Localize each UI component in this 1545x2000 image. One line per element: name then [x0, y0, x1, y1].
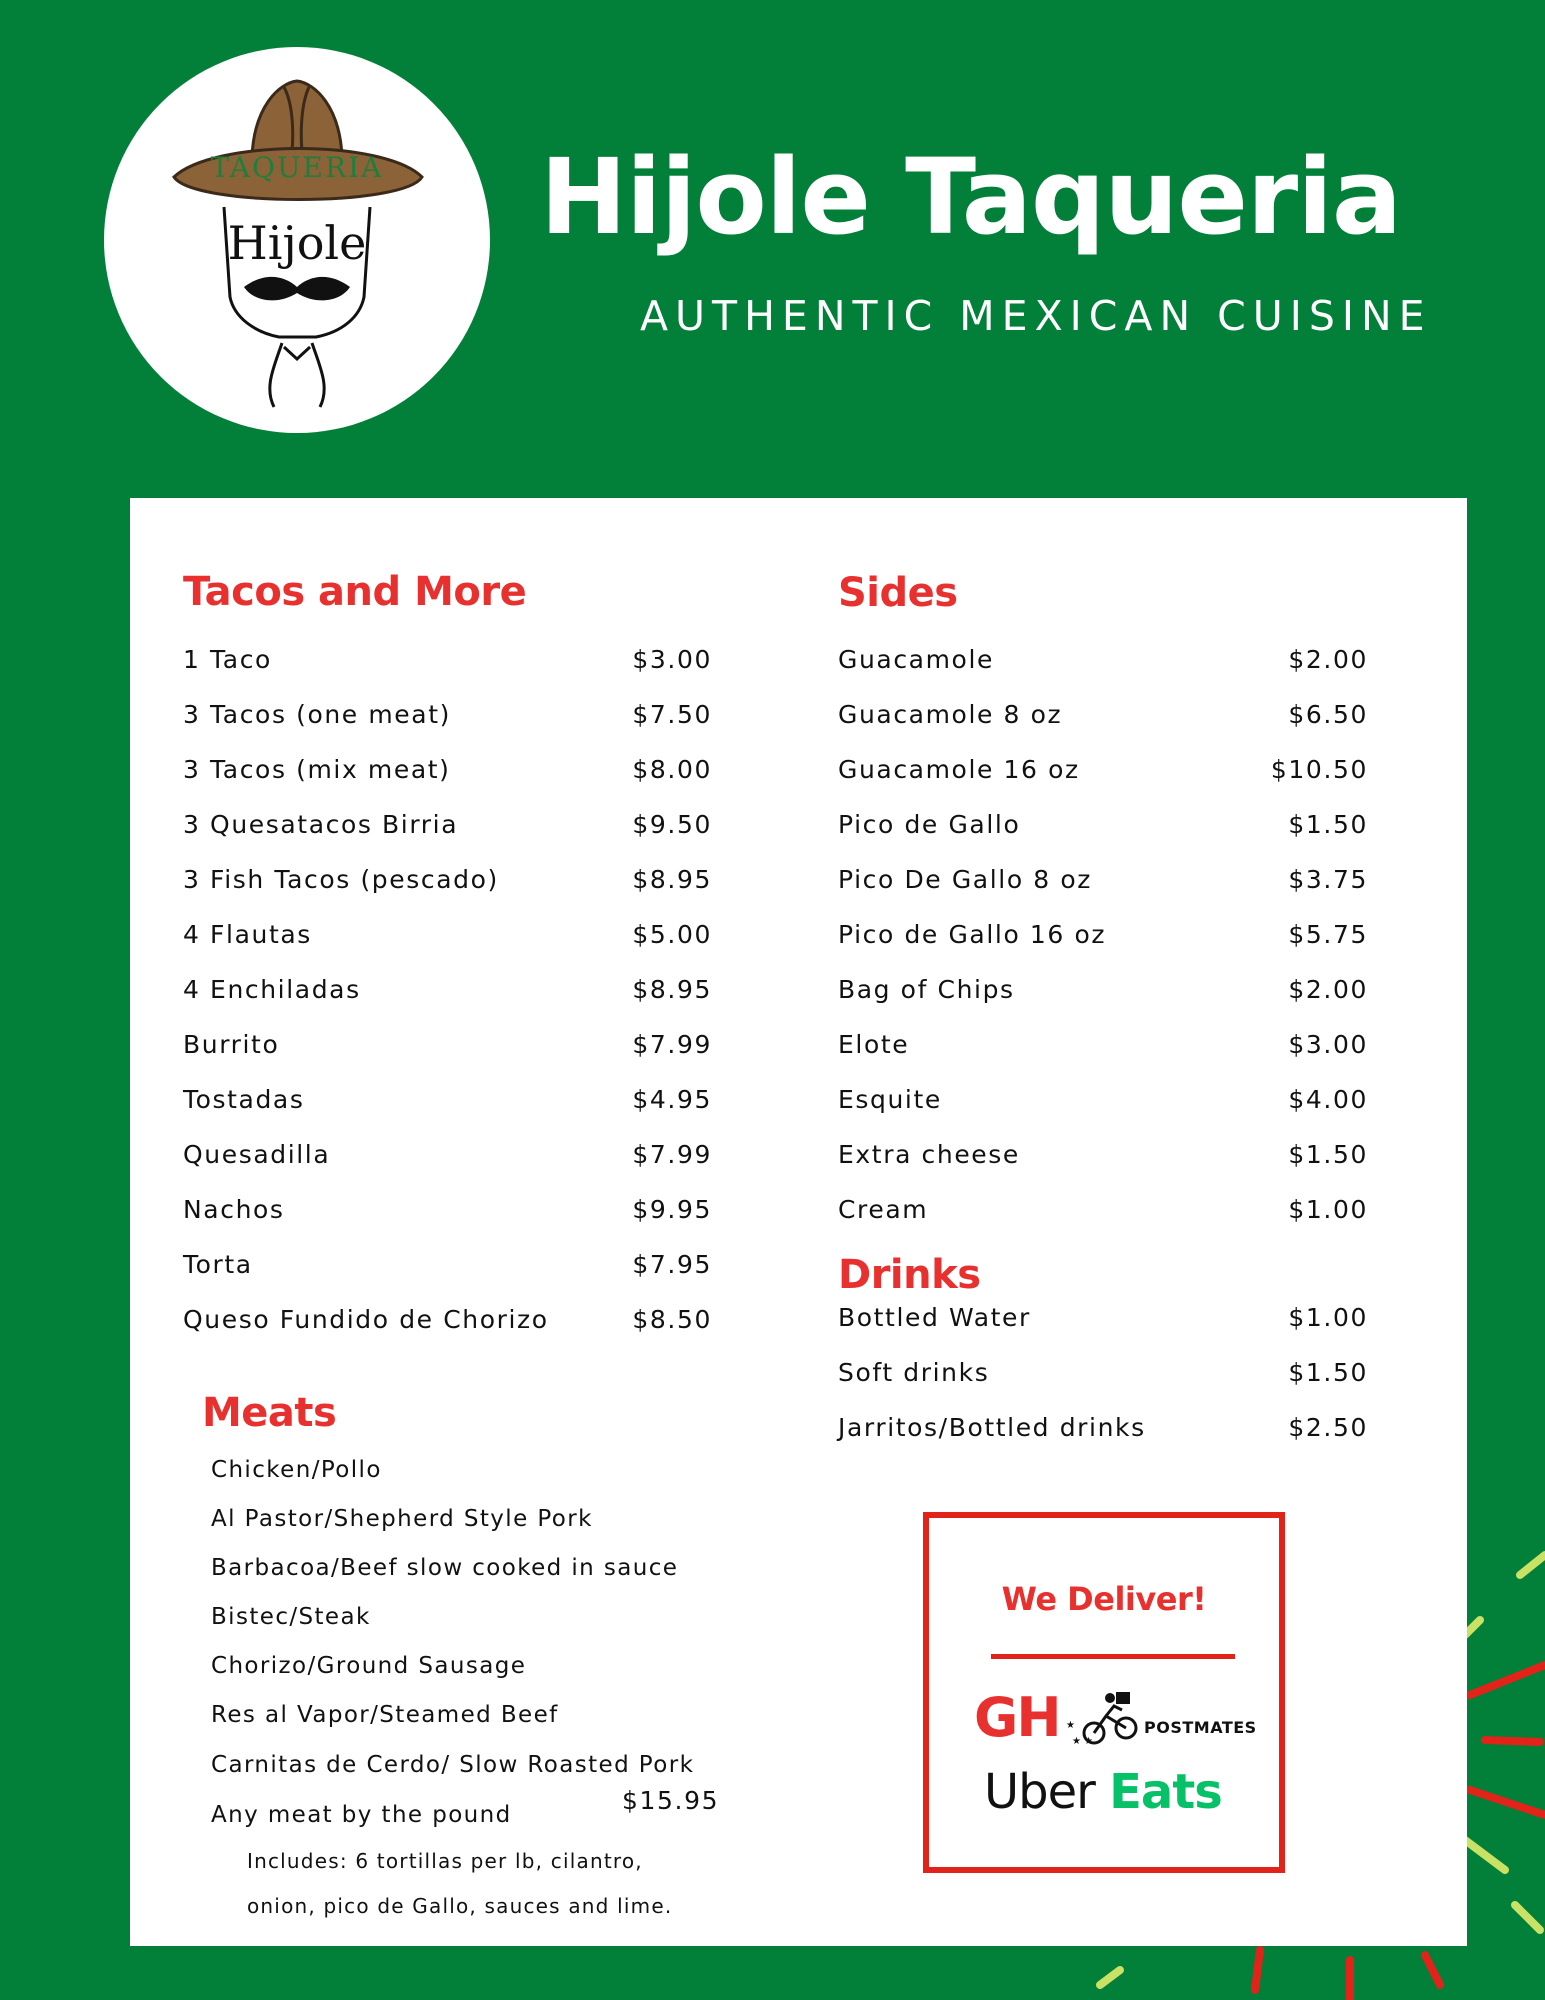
side-item-name: Pico de Gallo 16 oz — [838, 920, 1107, 949]
drinks-heading: Drinks — [838, 1252, 981, 1298]
side-item-name: Elote — [838, 1030, 910, 1059]
taco-item-row — [183, 860, 712, 900]
drink-item-price: $1.00 — [1288, 1303, 1368, 1332]
taco-item-name: Quesadilla — [183, 1140, 331, 1169]
restaurant-subtitle: AUTHENTIC MEXICAN CUISINE — [640, 292, 1432, 340]
taco-item-name: Queso Fundido de Chorizo — [183, 1305, 549, 1334]
meat-item: Res al Vapor/Steamed Beef — [211, 1702, 559, 1728]
meats-heading: Meats — [202, 1390, 337, 1436]
taco-item-row — [183, 1190, 712, 1230]
side-item-price: $4.00 — [1288, 1085, 1368, 1114]
taco-item-name: 1 Taco — [183, 645, 272, 674]
side-item-name: Esquite — [838, 1085, 942, 1114]
sides-heading: Sides — [838, 570, 958, 616]
meat-item: Chorizo/Ground Sausage — [211, 1653, 527, 1679]
taco-item-price: $8.95 — [632, 975, 712, 1004]
drink-item-name: Jarritos/Bottled drinks — [838, 1413, 1146, 1442]
side-item-row — [838, 1135, 1368, 1175]
svg-text:TAQUERIA: TAQUERIA — [210, 151, 384, 184]
taco-item-name: 4 Flautas — [183, 920, 312, 949]
svg-text:★: ★ — [1066, 1720, 1075, 1731]
meat-item: Barbacoa/Beef slow cooked in sauce — [211, 1555, 679, 1581]
side-item-row — [838, 970, 1368, 1010]
uber-text: Uber — [984, 1764, 1095, 1820]
side-item-price: $5.75 — [1288, 920, 1368, 949]
meat-item: Chicken/Pollo — [211, 1457, 382, 1483]
meat-item: Bistec/Steak — [211, 1604, 371, 1630]
taco-item-row — [183, 970, 712, 1010]
taco-item-price: $9.50 — [632, 810, 712, 839]
taco-item-name: 4 Enchiladas — [183, 975, 361, 1004]
side-item-price: $1.50 — [1288, 1140, 1368, 1169]
drink-item-row — [838, 1408, 1368, 1448]
taco-item-price: $8.50 — [632, 1305, 712, 1334]
taco-item-row — [183, 805, 712, 845]
delivery-title: We Deliver! — [1001, 1580, 1207, 1618]
restaurant-title: Hijole Taqueria — [540, 136, 1402, 258]
delivery-divider — [991, 1654, 1235, 1659]
side-item-row — [838, 1080, 1368, 1120]
taco-item-row — [183, 1300, 712, 1340]
meat-note-line: onion, pico de Gallo, sauces and lime. — [247, 1894, 673, 1918]
meat-by-pound: Any meat by the pound — [211, 1802, 512, 1828]
drink-item-price: $2.50 — [1288, 1413, 1368, 1442]
side-item-price: $2.00 — [1288, 975, 1368, 1004]
drink-item-price: $1.50 — [1288, 1358, 1368, 1387]
taco-item-row — [183, 640, 712, 680]
side-item-name: Guacamole 8 oz — [838, 700, 1063, 729]
side-item-name: Pico de Gallo — [838, 810, 1021, 839]
taco-item-name: Tostadas — [183, 1085, 305, 1114]
side-item-price: $1.00 — [1288, 1195, 1368, 1224]
tacos-heading: Tacos and More — [183, 569, 527, 615]
side-item-row — [838, 1190, 1368, 1230]
side-item-name: Cream — [838, 1195, 929, 1224]
meat-by-pound-price: $15.95 — [622, 1786, 720, 1815]
taco-item-name: Burrito — [183, 1030, 280, 1059]
svg-text:★ ★: ★ ★ — [1072, 1736, 1094, 1747]
side-item-row — [838, 805, 1368, 845]
side-item-name: Extra cheese — [838, 1140, 1020, 1169]
taco-item-price: $7.99 — [632, 1140, 712, 1169]
taco-item-name: 3 Fish Tacos (pescado) — [183, 865, 499, 894]
taco-item-price: $4.95 — [632, 1085, 712, 1114]
side-item-price: $1.50 — [1288, 810, 1368, 839]
uber-eats-logo — [984, 1764, 1222, 1820]
taco-item-price: $5.00 — [632, 920, 712, 949]
taco-item-row — [183, 1135, 712, 1175]
drink-item-row — [838, 1353, 1368, 1393]
side-item-row — [838, 640, 1368, 680]
side-item-row — [838, 750, 1368, 790]
grubhub-logo: GH — [974, 1686, 1060, 1749]
taco-item-row — [183, 695, 712, 735]
taco-item-price: $9.95 — [632, 1195, 712, 1224]
side-item-row — [838, 695, 1368, 735]
postmates-rider-icon — [1064, 1688, 1144, 1748]
meat-item: Carnitas de Cerdo/ Slow Roasted Pork — [211, 1752, 695, 1778]
side-item-name: Bag of Chips — [838, 975, 1015, 1004]
postmates-logo: POSTMATES — [1144, 1718, 1257, 1737]
side-item-name: Guacamole 16 oz — [838, 755, 1080, 784]
taco-item-name: 3 Tacos (mix meat) — [183, 755, 451, 784]
side-item-row — [838, 860, 1368, 900]
taco-item-price: $8.00 — [632, 755, 712, 784]
taco-item-row — [183, 1245, 712, 1285]
taco-item-row — [183, 1025, 712, 1065]
taco-item-name: Nachos — [183, 1195, 285, 1224]
svg-text:Hijole: Hijole — [227, 216, 367, 270]
side-item-row — [838, 1025, 1368, 1065]
taco-item-name: Torta — [183, 1250, 253, 1279]
side-item-price: $6.50 — [1288, 700, 1368, 729]
eats-text: Eats — [1109, 1764, 1222, 1820]
taco-item-price: $3.00 — [632, 645, 712, 674]
taco-item-row — [183, 750, 712, 790]
drink-item-name: Soft drinks — [838, 1358, 990, 1387]
taco-item-price: $8.95 — [632, 865, 712, 894]
side-item-name: Pico De Gallo 8 oz — [838, 865, 1092, 894]
taco-item-row — [183, 915, 712, 955]
side-item-row — [838, 915, 1368, 955]
taco-item-price: $7.99 — [632, 1030, 712, 1059]
side-item-name: Guacamole — [838, 645, 994, 674]
meat-item: Al Pastor/Shepherd Style Pork — [211, 1506, 593, 1532]
side-item-price: $10.50 — [1270, 755, 1368, 784]
taco-item-name: 3 Quesatacos Birria — [183, 810, 459, 839]
taco-item-price: $7.50 — [632, 700, 712, 729]
side-item-price: $3.00 — [1288, 1030, 1368, 1059]
side-item-price: $2.00 — [1288, 645, 1368, 674]
taco-item-row — [183, 1080, 712, 1120]
taco-item-price: $7.95 — [632, 1250, 712, 1279]
drink-item-row — [838, 1298, 1368, 1338]
taco-item-name: 3 Tacos (one meat) — [183, 700, 451, 729]
meat-note-line: Includes: 6 tortillas per lb, cilantro, — [247, 1849, 643, 1873]
delivery-box — [923, 1512, 1285, 1873]
side-item-price: $3.75 — [1288, 865, 1368, 894]
drink-item-name: Bottled Water — [838, 1303, 1031, 1332]
